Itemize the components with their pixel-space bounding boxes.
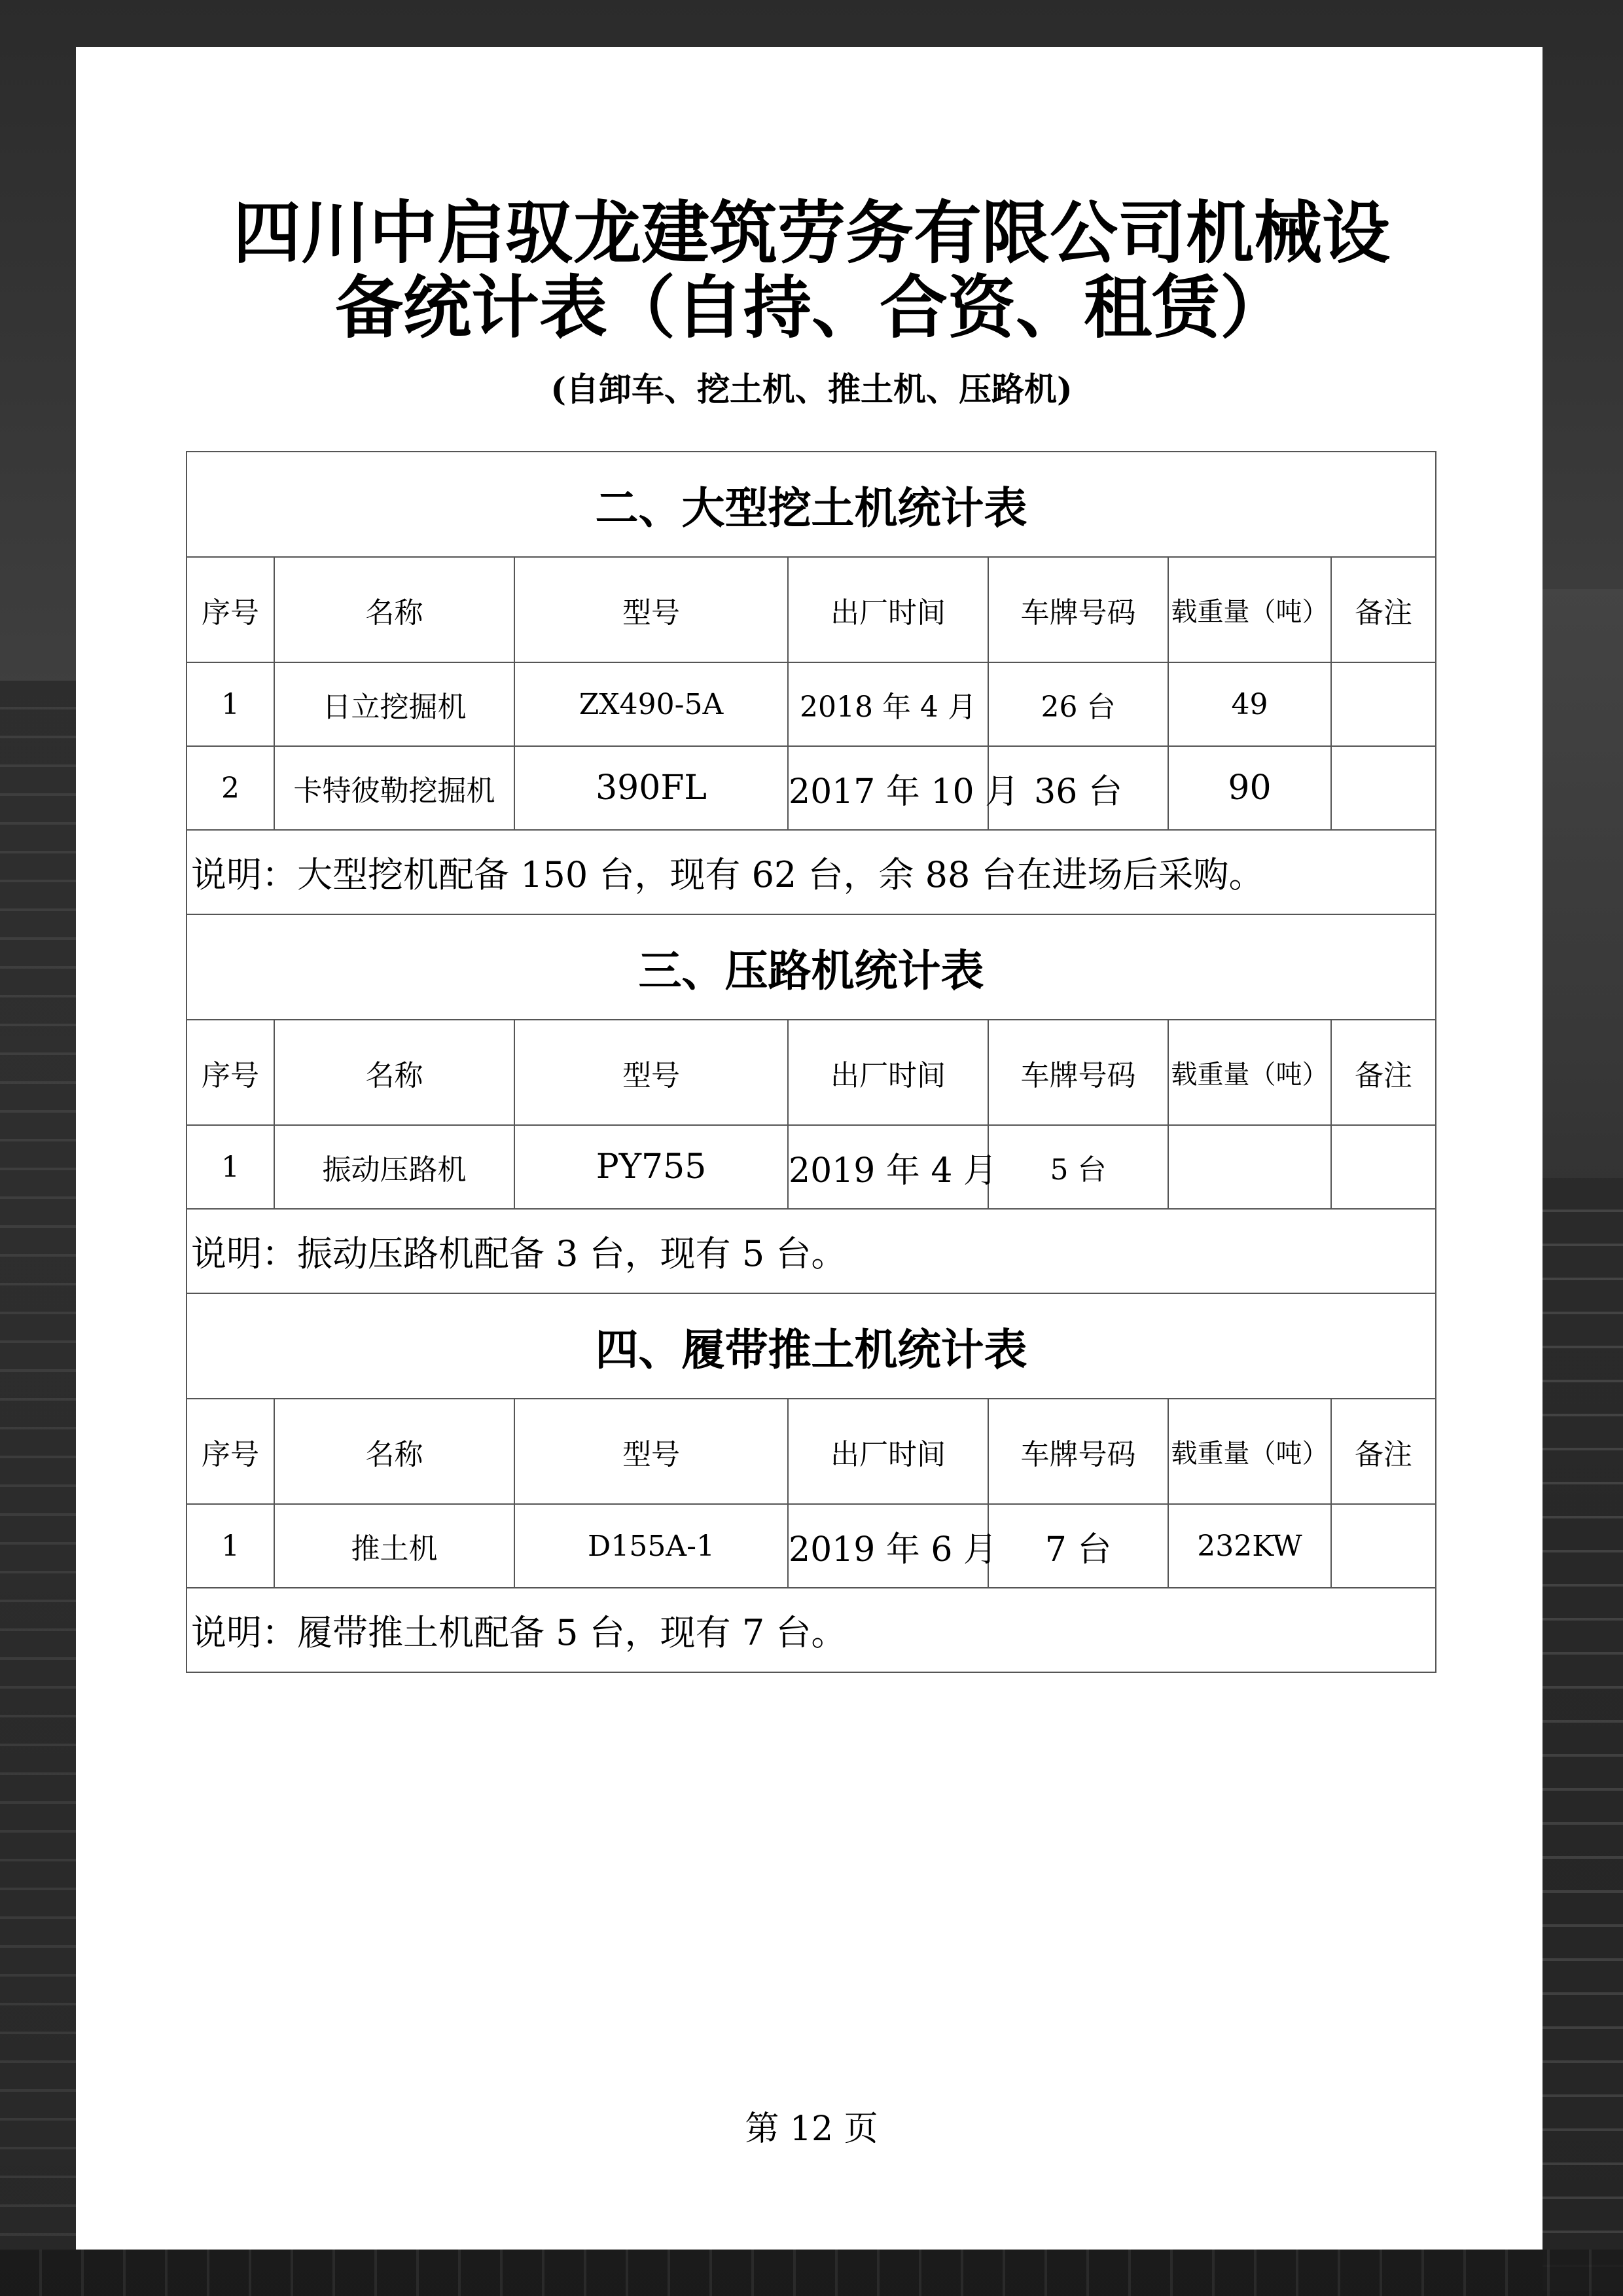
section-heading-row — [187, 914, 1436, 1020]
section-note-row — [187, 830, 1436, 914]
cell-load: 49 — [1168, 662, 1331, 746]
column-header-model: 型号 — [514, 557, 788, 662]
document-title-line1: 四川中启驭龙建筑劳务有限公司机械设 — [232, 192, 1390, 273]
document-title-line2: 备统计表（自持、合资、租赁） — [334, 267, 1288, 348]
column-header-row — [187, 1020, 1436, 1125]
cell-name: 振动压路机 — [274, 1125, 514, 1209]
cell-no: 1 — [187, 662, 274, 746]
page-number: 第 12 页 — [745, 2109, 878, 2149]
section-heading: 三、压路机统计表 — [187, 914, 1436, 1020]
cell-remark — [1331, 1125, 1436, 1209]
background-building — [0, 2250, 1623, 2296]
cell-remark — [1331, 662, 1436, 746]
column-header-load: 载重量（吨） — [1168, 1020, 1331, 1125]
section-heading-row — [187, 1293, 1436, 1399]
column-header-remark: 备注 — [1331, 1020, 1436, 1125]
cell-date: 2018 年 4 月 — [788, 662, 988, 746]
table-row — [187, 1125, 1436, 1209]
cell-model: 390FL — [514, 746, 788, 830]
column-header-no: 序号 — [187, 557, 274, 662]
cell-name: 日立挖掘机 — [274, 662, 514, 746]
cell-model: PY755 — [514, 1125, 788, 1209]
section-note-row — [187, 1588, 1436, 1672]
column-header-remark: 备注 — [1331, 1399, 1436, 1504]
column-header-plate: 车牌号码 — [988, 1020, 1168, 1125]
table-row — [187, 662, 1436, 746]
section-note: 说明：大型挖机配备 150 台，现有 62 台，余 88 台在进场后采购。 — [187, 830, 1436, 914]
cell-date: 2017 年 10 月 — [788, 746, 988, 830]
cell-name: 卡特彼勒挖掘机 — [274, 746, 514, 830]
column-header-model: 型号 — [514, 1020, 788, 1125]
table-row — [187, 1504, 1436, 1588]
cell-model: D155A-1 — [514, 1504, 788, 1588]
column-header-plate: 车牌号码 — [988, 1399, 1168, 1504]
column-header-model: 型号 — [514, 1399, 788, 1504]
column-header-name: 名称 — [274, 1020, 514, 1125]
column-header-row — [187, 557, 1436, 662]
background-building — [1543, 589, 1623, 1178]
column-header-name: 名称 — [274, 1399, 514, 1504]
cell-plate: 5 台 — [988, 1125, 1168, 1209]
column-header-date: 出厂时间 — [788, 1020, 988, 1125]
section-heading-row — [187, 452, 1436, 557]
column-header-load: 载重量（吨） — [1168, 1399, 1331, 1504]
cell-plate: 36 台 — [988, 746, 1168, 830]
cell-load: 232KW — [1168, 1504, 1331, 1588]
section-note: 说明：履带推土机配备 5 台，现有 7 台。 — [187, 1588, 1436, 1672]
section-heading: 二、大型挖土机统计表 — [187, 452, 1436, 557]
column-header-no: 序号 — [187, 1399, 274, 1504]
cell-load: 90 — [1168, 746, 1331, 830]
column-header-date: 出厂时间 — [788, 1399, 988, 1504]
cell-name: 推土机 — [274, 1504, 514, 1588]
background-building — [0, 681, 76, 2251]
section-note: 说明：振动压路机配备 3 台，现有 5 台。 — [187, 1209, 1436, 1293]
column-header-no: 序号 — [187, 1020, 274, 1125]
cell-plate: 26 台 — [988, 662, 1168, 746]
column-header-row — [187, 1399, 1436, 1504]
column-header-name: 名称 — [274, 557, 514, 662]
cell-date: 2019 年 4 月 — [788, 1125, 988, 1209]
column-header-remark: 备注 — [1331, 557, 1436, 662]
column-header-plate: 车牌号码 — [988, 557, 1168, 662]
table-row — [187, 746, 1436, 830]
column-header-load: 载重量（吨） — [1168, 557, 1331, 662]
column-header-date: 出厂时间 — [788, 557, 988, 662]
cell-date: 2019 年 6 月 — [788, 1504, 988, 1588]
cell-load — [1168, 1125, 1331, 1209]
cell-no: 1 — [187, 1504, 274, 1588]
cell-plate: 7 台 — [988, 1504, 1168, 1588]
section-heading: 四、履带推土机统计表 — [187, 1293, 1436, 1399]
cell-remark — [1331, 746, 1436, 830]
cell-no: 2 — [187, 746, 274, 830]
cell-remark — [1331, 1504, 1436, 1588]
document-subtitle: (自卸车、挖土机、推土机、压路机) — [550, 370, 1073, 408]
section-note-row — [187, 1209, 1436, 1293]
equipment-statistics-table — [186, 451, 1436, 1673]
cell-model: ZX490-5A — [514, 662, 788, 746]
cell-no: 1 — [187, 1125, 274, 1209]
